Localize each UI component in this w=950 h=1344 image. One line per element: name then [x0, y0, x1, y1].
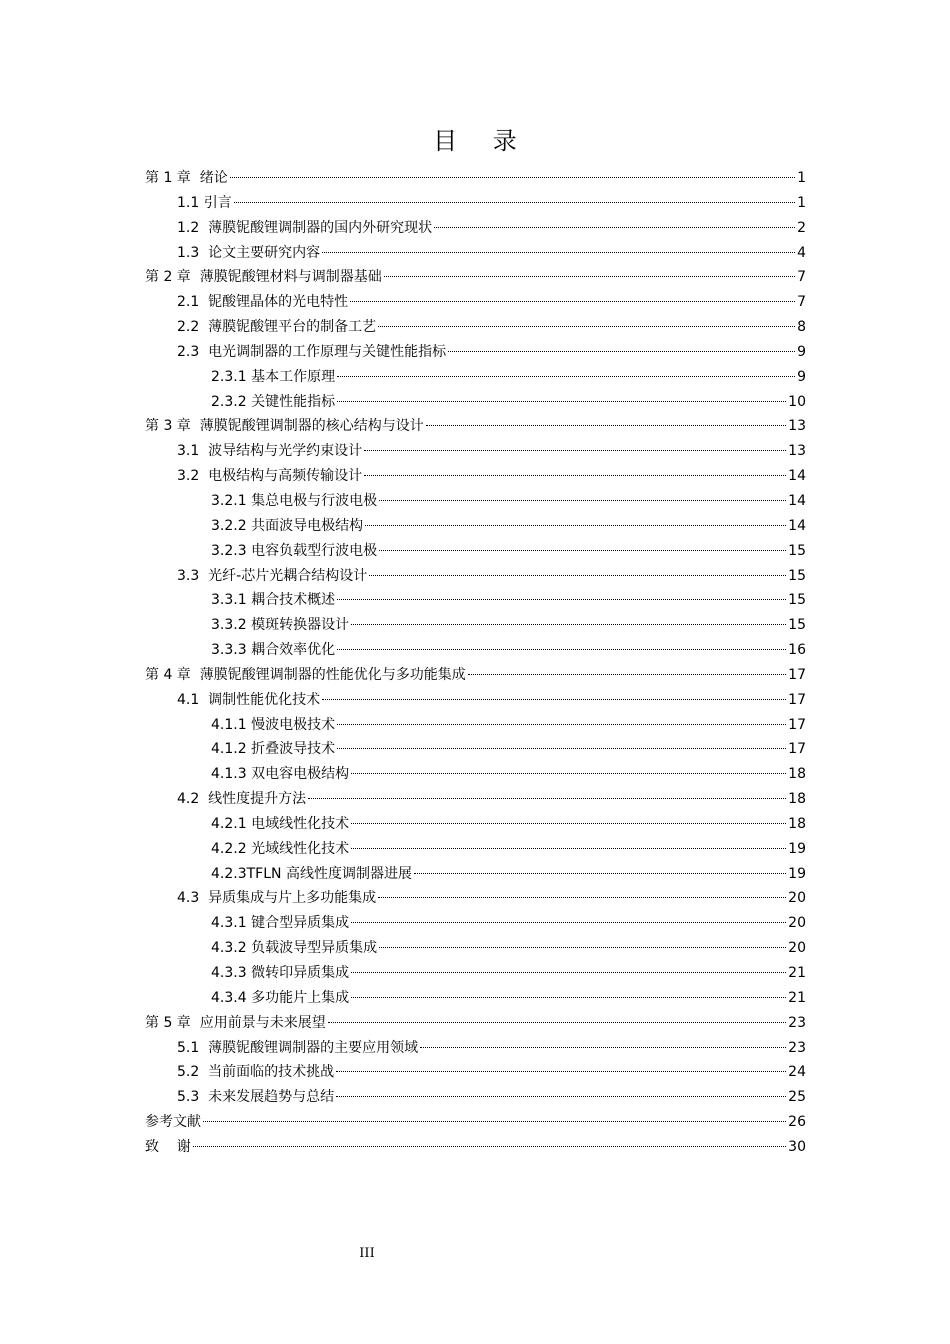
toc-entry[interactable]: [145, 886, 806, 911]
toc-entry[interactable]: [145, 166, 806, 191]
toc-dot-leader: [379, 500, 786, 501]
toc-entry-page: 17: [788, 691, 806, 708]
toc-entry[interactable]: [145, 787, 806, 812]
toc-dot-leader: [378, 326, 795, 327]
toc-dot-leader: [420, 1047, 786, 1048]
toc-entry-label: 5.1 薄膜铌酸锂调制器的主要应用领域: [177, 1039, 419, 1056]
toc-entry[interactable]: [145, 713, 806, 738]
toc-dot-leader: [365, 525, 786, 526]
toc-dot-leader: [414, 873, 786, 874]
toc-dot-leader: [337, 724, 786, 725]
toc-entry-page: 9: [797, 368, 806, 385]
toc-entry-page: 20: [788, 915, 806, 932]
toc-entry-label: 4.1.3 双电容电极结构: [211, 766, 350, 783]
toc-entry-page: 24: [788, 1064, 806, 1081]
toc-entry-label: 4.2.2 光域线性化技术: [211, 840, 350, 857]
toc-dot-leader: [351, 624, 786, 625]
toc-entry[interactable]: [145, 1110, 806, 1135]
toc-entry-label: 3.2.2 共面波导电极结构: [211, 517, 364, 534]
toc-entry[interactable]: [145, 812, 806, 837]
toc-entry[interactable]: [145, 688, 806, 713]
toc-entry[interactable]: [145, 514, 806, 539]
toc-dot-leader: [337, 748, 786, 749]
toc-dot-leader: [337, 401, 786, 402]
toc-entry-label: 5.2 当前面临的技术挑战: [177, 1064, 335, 1081]
toc-entry-page: 13: [788, 418, 806, 435]
toc-entry-label: 4.1 调制性能优化技术: [177, 691, 321, 708]
toc-entry-page: 18: [788, 766, 806, 783]
page-number: III: [359, 1246, 375, 1261]
toc-entry-label: 第 4 章 薄膜铌酸锂调制器的性能优化与多功能集成: [145, 666, 466, 683]
toc-entry-label: 第 2 章 薄膜铌酸锂材料与调制器基础: [145, 269, 382, 286]
toc-dot-leader: [364, 450, 786, 451]
toc-dot-leader: [351, 972, 786, 973]
toc-entry[interactable]: [145, 911, 806, 936]
toc-dot-leader: [379, 550, 786, 551]
toc-entry-label: 4.1.1 慢波电极技术: [211, 716, 336, 733]
toc-entry-label: 4.3.3 微转印异质集成: [211, 965, 350, 981]
toc-entry-page: 18: [788, 815, 806, 832]
toc-entry-page: 26: [788, 1114, 806, 1131]
toc-entry-label: 4.3 异质集成与片上多功能集成: [177, 890, 377, 907]
toc-entry-label: 1.1 引言: [177, 194, 232, 211]
toc-dot-leader: [337, 599, 786, 600]
toc-entry[interactable]: [145, 315, 806, 340]
toc-dot-leader: [337, 376, 795, 377]
toc-dot-leader: [351, 773, 786, 774]
toc-entry-label: 3.3.3 耦合效率优化: [211, 642, 336, 659]
toc-entry-label: 3.2 电极结构与高频传输设计: [177, 468, 363, 485]
toc-dot-leader: [426, 425, 786, 426]
toc-entry-page: 19: [788, 865, 806, 882]
toc-dot-leader: [384, 276, 795, 277]
toc-entry-label: 4.2.3TFLN 高线性度调制器进展: [211, 865, 412, 882]
toc-dot-leader: [308, 798, 786, 799]
toc-dot-leader: [379, 947, 786, 948]
toc-entry-label: 4.3.1 键合型异质集成: [211, 915, 350, 932]
toc-dot-leader: [468, 674, 786, 675]
toc-entry[interactable]: [145, 638, 806, 663]
page-title: 目 录: [433, 127, 531, 155]
toc-dot-leader: [351, 848, 786, 849]
toc-dot-leader: [328, 1022, 786, 1023]
toc-entry-page: 17: [788, 666, 806, 683]
toc-entry[interactable]: [145, 216, 806, 241]
toc-entry[interactable]: [145, 1060, 806, 1085]
toc-entry[interactable]: [145, 986, 806, 1011]
toc-entry-label: 4.2.1 电域线性化技术: [211, 815, 350, 832]
toc-entry-page: 15: [788, 617, 806, 634]
toc-entry-page: 20: [788, 940, 806, 957]
toc-entry-label: 4.3.4 多功能片上集成: [211, 989, 350, 1006]
toc-dot-leader: [322, 699, 786, 700]
toc-dot-leader: [337, 649, 786, 650]
toc-entry-page: 17: [788, 716, 806, 733]
toc-entry-page: 9: [797, 343, 806, 360]
toc-entry-label: 5.3 未来发展趋势与总结: [177, 1089, 335, 1106]
toc-entry[interactable]: [145, 1036, 806, 1061]
toc-entry[interactable]: [145, 191, 806, 216]
toc-entry[interactable]: [145, 265, 806, 290]
toc-entry-page: 16: [788, 642, 806, 659]
toc-entry-page: 19: [788, 840, 806, 857]
toc-dot-leader: [448, 351, 795, 352]
toc-dot-leader: [351, 997, 786, 998]
toc-dot-leader: [336, 1096, 786, 1097]
toc-entry[interactable]: [145, 1011, 806, 1036]
toc-entry-label: 2.3 电光调制器的工作原理与关键性能指标: [177, 343, 447, 360]
toc-entry-page: 21: [788, 965, 806, 981]
toc-entry-page: 1: [797, 194, 806, 211]
toc-entry-page: 15: [788, 542, 806, 559]
toc-entry-page: 17: [788, 741, 806, 758]
toc-entry-label: 3.3 光纤-芯片光耦合结构设计: [177, 567, 368, 584]
toc-dot-leader: [369, 575, 786, 576]
toc-entry-page: 18: [788, 791, 806, 808]
toc-entry-label: 4.1.2 折叠波导技术: [211, 741, 336, 758]
toc-entry[interactable]: [145, 464, 806, 489]
toc-entry-page: 21: [788, 989, 806, 1006]
toc-entry-label: 致 谢: [145, 1138, 191, 1155]
toc-entry-label: 2.3.1 基本工作原理: [211, 368, 336, 385]
toc-entry-label: 3.3.1 耦合技术概述: [211, 592, 336, 609]
toc-entry-label: 4.3.2 负载波导型异质集成: [211, 940, 378, 957]
toc-entry[interactable]: [145, 961, 806, 986]
toc-entry-label: 3.3.2 模斑转换器设计: [211, 617, 350, 634]
toc-entry[interactable]: [145, 588, 806, 613]
toc-dot-leader: [203, 1121, 786, 1122]
toc-entry-label: 参考文献: [145, 1114, 201, 1131]
toc-dot-leader: [234, 202, 795, 203]
toc-dot-leader: [350, 301, 795, 302]
toc-entry-label: 第 5 章 应用前景与未来展望: [145, 1014, 326, 1031]
toc-entry[interactable]: [145, 862, 806, 887]
toc-entry-label: 第 3 章 薄膜铌酸锂调制器的核心结构与设计: [145, 418, 424, 435]
toc-entry-label: 3.1 波导结构与光学约束设计: [177, 443, 363, 460]
toc-dot-leader: [378, 897, 786, 898]
toc-entry[interactable]: [145, 290, 806, 315]
toc-entry-page: 15: [788, 567, 806, 584]
toc-entry[interactable]: [145, 663, 806, 688]
toc-dot-leader: [230, 177, 795, 178]
toc-dot-leader: [364, 475, 786, 476]
toc-dot-leader: [193, 1146, 786, 1147]
toc-entry-page: 10: [788, 393, 806, 410]
toc-dot-leader: [322, 252, 795, 253]
toc-entry-label: 1.3 论文主要研究内容: [177, 244, 321, 261]
toc-entry-page: 25: [788, 1089, 806, 1106]
toc-entry-page: 23: [788, 1014, 806, 1031]
toc-entry[interactable]: [145, 489, 806, 514]
toc-entry-page: 30: [788, 1138, 806, 1155]
toc-entry[interactable]: [145, 1135, 806, 1160]
toc-dot-leader: [351, 922, 786, 923]
toc-entry[interactable]: [145, 737, 806, 762]
toc-entry-page: 14: [788, 517, 806, 534]
table-of-contents: [145, 166, 806, 1160]
toc-dot-leader: [434, 227, 795, 228]
toc-entry[interactable]: [145, 539, 806, 564]
toc-dot-leader: [351, 823, 786, 824]
toc-entry-page: 7: [797, 269, 806, 286]
toc-entry[interactable]: [145, 1085, 806, 1110]
toc-entry-page: 15: [788, 592, 806, 609]
toc-entry[interactable]: [145, 613, 806, 638]
toc-entry-page: 13: [788, 443, 806, 460]
toc-entry[interactable]: [145, 390, 806, 415]
toc-entry[interactable]: [145, 439, 806, 464]
toc-entry-page: 14: [788, 492, 806, 509]
toc-entry-label: 2.3.2 关键性能指标: [211, 393, 336, 410]
toc-entry[interactable]: [145, 340, 806, 365]
toc-entry-page: 23: [788, 1039, 806, 1056]
toc-entry-page: 8: [797, 319, 806, 336]
toc-entry-label: 4.2 线性度提升方法: [177, 791, 307, 808]
toc-entry-page: 2: [797, 219, 806, 236]
toc-entry-label: 第 1 章 绪论: [145, 170, 228, 186]
toc-entry[interactable]: [145, 762, 806, 787]
toc-entry[interactable]: [145, 414, 806, 439]
toc-dot-leader: [336, 1071, 786, 1072]
toc-entry[interactable]: [145, 241, 806, 266]
toc-entry-page: 7: [797, 294, 806, 311]
toc-entry-label: 2.2 薄膜铌酸锂平台的制备工艺: [177, 319, 377, 336]
toc-entry[interactable]: [145, 837, 806, 862]
toc-entry-page: 14: [788, 468, 806, 485]
toc-entry-page: 1: [797, 170, 806, 186]
toc-entry[interactable]: [145, 365, 806, 390]
toc-entry-label: 3.2.1 集总电极与行波电极: [211, 492, 378, 509]
toc-entry[interactable]: [145, 936, 806, 961]
toc-entry-page: 20: [788, 890, 806, 907]
toc-entry[interactable]: [145, 564, 806, 589]
toc-entry-label: 2.1 铌酸锂晶体的光电特性: [177, 294, 349, 311]
toc-entry-label: 3.2.3 电容负载型行波电极: [211, 542, 378, 559]
toc-entry-page: 4: [797, 244, 806, 261]
toc-entry-label: 1.2 薄膜铌酸锂调制器的国内外研究现状: [177, 219, 433, 236]
